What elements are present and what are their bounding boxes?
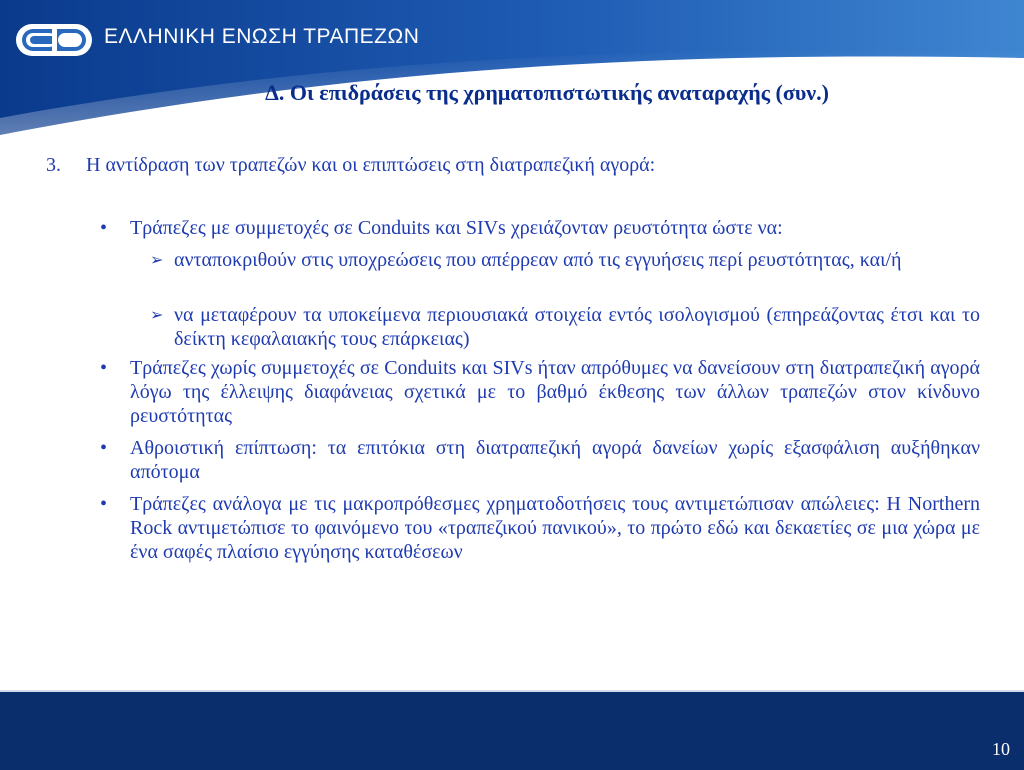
arrow-bullet-icon: ➢ xyxy=(150,305,164,324)
page-number: 10 xyxy=(992,739,1010,759)
bullet-dot: • xyxy=(100,437,108,459)
item-text: Η αντίδραση των τραπεζών και οι επιπτώσεις στη διατραπεζική αγορά: xyxy=(86,154,656,176)
bullet-dot: • xyxy=(100,493,108,515)
hellenic-bank-association-logo-icon xyxy=(14,20,94,60)
sub-bullet-text: ανταποκριθούν στις υποχρεώσεις που απέρρεαν από τις εγγυήσεις περί ρευστότητας, και/ή xyxy=(174,249,902,271)
organization-name: ΕΛΛΗΝΙΚΗ ΕΝΩΣΗ ΤΡΑΠΕΖΩΝ xyxy=(104,25,420,48)
bullet-item xyxy=(100,216,980,240)
numbered-item xyxy=(46,153,946,177)
bullet-text: Τράπεζες ανάλογα με τις μακροπρόθεσμες χρηματοδοτήσεις τους αντιμετώπισαν απώλειες: Η Northern Rock αντιμετώπισε το φαινόμενο του «τραπεζικού πανικού», το πρώτο εδώ και δεκαετίες σε μια χώρα με ένα σαφές πλαίσιο εγγύησης καταθέσεων xyxy=(130,493,980,563)
sub-bullet-item xyxy=(150,303,980,351)
item-number: 3. xyxy=(46,154,61,176)
bullet-dot: • xyxy=(100,217,108,239)
bullet-text: Τράπεζες με συμμετοχές σε Conduits και SIVs χρειάζονταν ρευστότητα ώστε να: xyxy=(130,217,783,239)
footer-bar xyxy=(0,690,1024,770)
bullet-dot: • xyxy=(100,357,108,379)
bullet-item xyxy=(100,492,980,564)
bullet-item xyxy=(100,356,980,428)
header-swoosh xyxy=(0,0,1024,135)
header-band xyxy=(0,0,1024,135)
bullet-item xyxy=(100,436,980,484)
sub-bullet-text: να μεταφέρουν τα υποκείμενα περιουσιακά στοιχεία εντός ισολογισμού (επηρεάζοντας έτσι και το δείκτη κεφαλαιακής τους επάρκειας) xyxy=(174,304,980,350)
arrow-bullet-icon: ➢ xyxy=(150,250,164,269)
bullet-text: Τράπεζες χωρίς συμμετοχές σε Conduits και SIVs ήταν απρόθυμες να δανείσουν στη διατραπεζική αγορά λόγω της έλλειψης διαφάνειας σχετικά με το βαθμό έκθεσης των άλλων τραπεζών στον κίνδυνο ρευστότητας xyxy=(130,357,980,427)
bullet-text: Αθροιστική επίπτωση: τα επιτόκια στη διατραπεζική αγορά δανείων χωρίς εξασφάλιση αυξήθηκαν απότομα xyxy=(130,437,980,483)
sub-bullet-item xyxy=(150,248,980,272)
slide-title: Δ. Οι επιδράσεις της χρηματοπιστωτικής αναταραχής (συν.) xyxy=(265,80,829,105)
